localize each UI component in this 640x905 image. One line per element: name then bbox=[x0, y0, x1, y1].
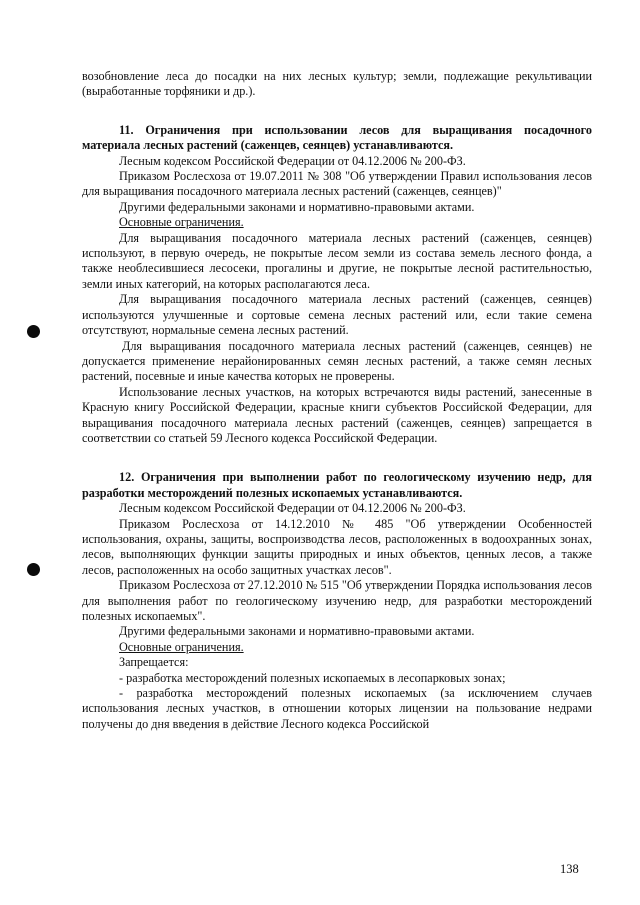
section-12-list-item: - разработка месторождений полезных ископаемых (за исключением случаев использования лесных участков, в отношении которых лицензии на пользование недрами получены до дня введения в действие Лесного кодекса Российской bbox=[82, 686, 592, 731]
section-12-prohibited-label: Запрещается: bbox=[119, 655, 189, 670]
section-11-restrictions-title: Основные ограничения. bbox=[119, 215, 244, 230]
intro-paragraph: возобновление леса до посадки на них лесных культур; земли, подлежащие рекультивации (выработанные торфяники и др.). bbox=[82, 69, 592, 99]
punch-hole-bottom bbox=[27, 563, 40, 576]
section-11-heading: 11. Ограничения при использовании лесов для выращивания посадочного материала лесных растений (саженцев, сеянцев) устанавливаются. bbox=[82, 122, 592, 153]
section-11-paragraph: Для выращивания посадочного материала лесных растений (саженцев, сеянцев) не допускается применение нерайонированных семян лесных растений, а также семян лесных растений, посевные и иные качества которых не проверены. bbox=[82, 338, 592, 384]
section-11-paragraph: Для выращивания посадочного материала лесных растений (саженцев, сеянцев) используются улучшенные и сортовые семена лесных растений или, если такие семена отсутствуют, нормальные семена лесных растений. bbox=[82, 292, 592, 338]
section-11-law: Лесным кодексом Российской Федерации от 04.12.2006 № 200-ФЗ. bbox=[119, 153, 466, 168]
section-12-heading: 12. Ограничения при выполнении работ по геологическому изучению недр, для разработки месторождений полезных ископаемых устанавливаются. bbox=[82, 470, 592, 500]
section-11-other-acts: Другими федеральными законами и нормативно-правовыми актами. bbox=[119, 199, 475, 214]
section-12-other-acts: Другими федеральными законами и нормативно-правовыми актами. bbox=[119, 624, 475, 639]
section-11-order: Приказом Рослесхоза от 19.07.2011 № 308 "Об утверждении Правил использования лесов для выращивания посадочного материала лесных растений (саженцев, сеянцев)" bbox=[82, 169, 592, 199]
section-12-order-2: Приказом Рослесхоза от 27.12.2010 № 515 "Об утверждении Порядка использования лесов для выполнения работ по геологическому изучению недр, для разработки месторождений полезных ископаемых". bbox=[82, 578, 592, 623]
section-12-restrictions-title: Основные ограничения. bbox=[119, 639, 244, 654]
section-11-paragraph: Для выращивания посадочного материала лесных растений (саженцев, сеянцев) используют, в первую очередь, не покрытые лесом земли из состава земель лесного фонда, а также необлесившиеся лесосеки, прогалины и другие, не покрытые лесной растительностью, земли иных категорий, на которых располагаются леса. bbox=[82, 230, 592, 291]
document-body bbox=[82, 69, 592, 732]
section-12-law: Лесным кодексом Российской Федерации от 04.12.2006 № 200-ФЗ. bbox=[119, 501, 466, 516]
page-number: 138 bbox=[560, 862, 579, 876]
section-12-order-1: Приказом Рослесхоза от 14.12.2010 № 485 "Об утверждении Особенностей использования, охраны, защиты, воспроизводства лесов, расположенных в водоохранных зонах, лесов, выполняющих функции защиты природных и иных объектов, ценных лесов, а также лесов, расположенных на особо защитных участках лесов". bbox=[82, 516, 592, 577]
punch-hole-top bbox=[27, 325, 40, 338]
section-12-list-item: - разработка месторождений полезных ископаемых в лесопарковых зонах; bbox=[119, 670, 506, 685]
section-11-paragraph: Использование лесных участков, на которых встречаются виды растений, занесенные в Красную книгу Российской Федерации, красные книги субъектов Российской Федерации, для выращивания посадочного материала лесных растений (саженцев, сеянцев) запрещается в соответствии со статьей 59 Лесного кодекса Российской Федерации. bbox=[82, 384, 592, 445]
